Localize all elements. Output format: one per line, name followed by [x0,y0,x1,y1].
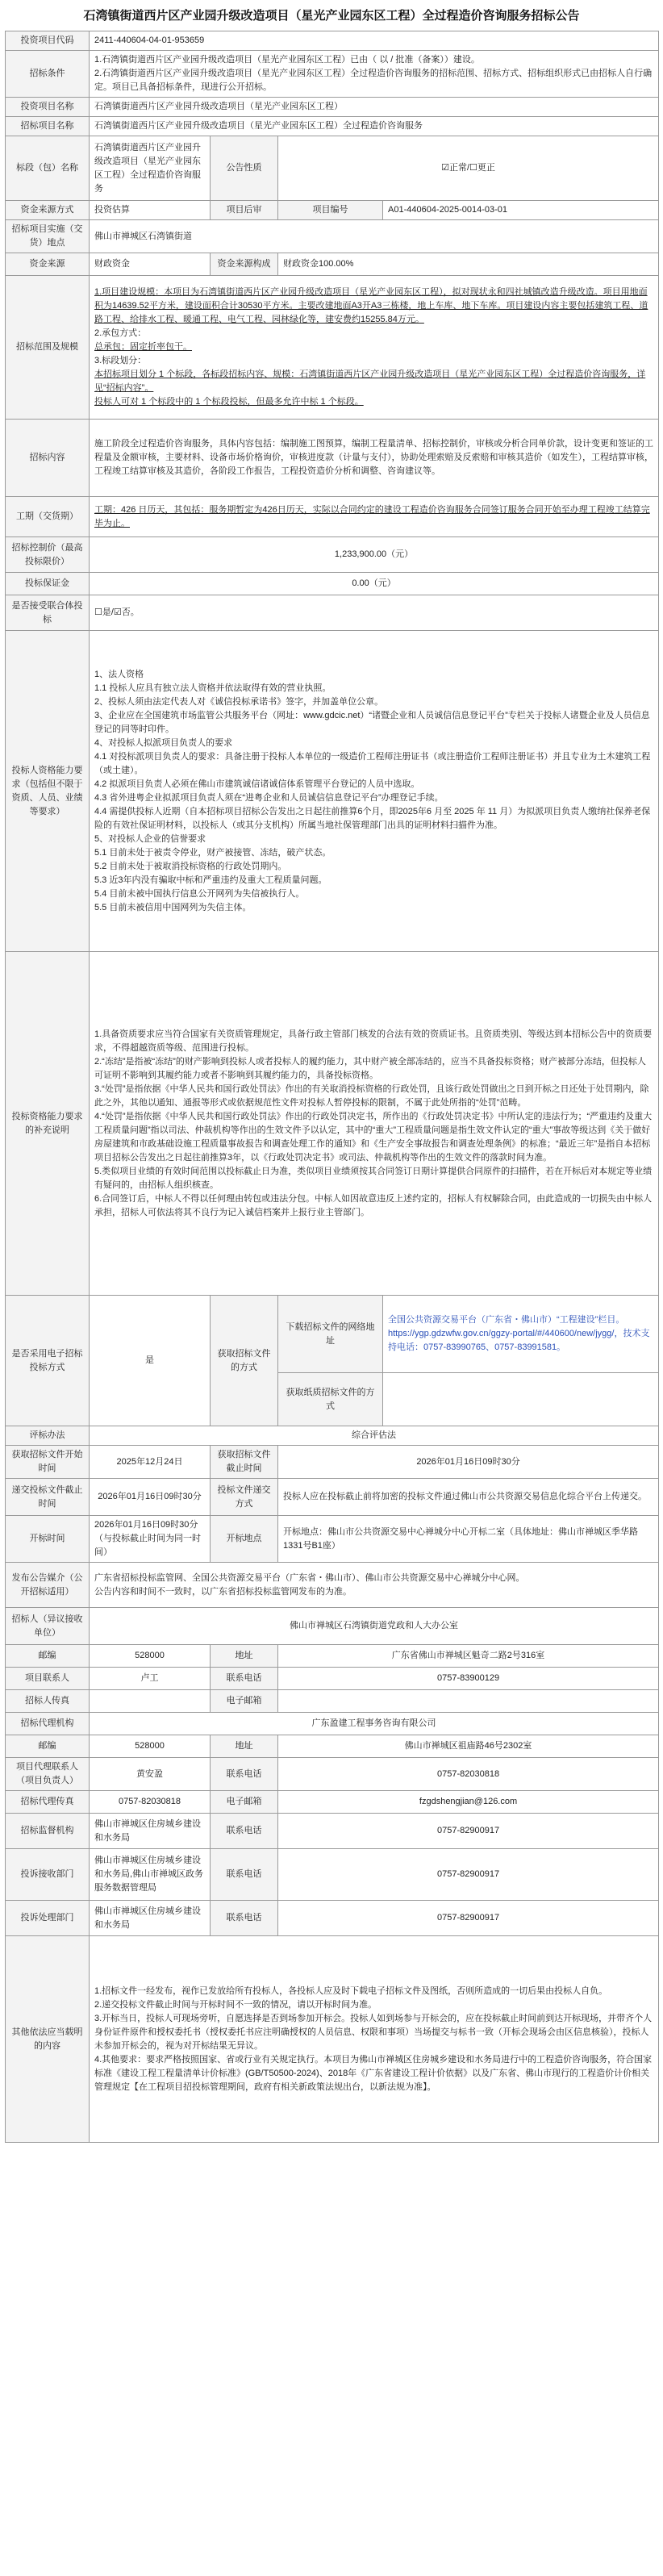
electronic-label: 是否采用电子招标投标方式 [6,1296,90,1426]
credit-line: 6.合同签订后，中标人不得以任何理由转包或违法分包。中标人如因故意违反上述约定的，招标人有权解除合同，由此造成的一切损失由中标人承担，招标人可依法将其不良行为记入诚信档案并上报行业主管部门。 [94,1193,653,1217]
qualification-line: 4.3 省外进粤企业拟派项目负责人须在“进粤企业和人员诚信信息登记平台”办理登记手续。 [94,792,444,803]
media-value [90,1563,659,1608]
tender-condition-line: 1.石湾镇街道西片区产业园升级改造项目（星光产业园东区工程）已由（ 以 / 批准（备案））建设。 [94,55,480,65]
agency-postcode-label: 邮编 [6,1735,90,1758]
tenderer-address-value: 广东省佛山市禅城区魁奇二路2号316室 [278,1645,659,1668]
eval-method-value: 综合评估法 [90,1426,659,1446]
scope-line: 投标人可对 1 个标段中的 1 个标段投标，但最多允许中标 1 个标段。 [94,397,364,407]
tenderer-postcode-label: 邮编 [6,1645,90,1668]
other-line: 2.递交投标文件截止时间与开标时间不一致的情况，请以开标时间为准。 [94,1999,377,2010]
tenderer-phone-value: 0757-83900129 [278,1668,659,1690]
lot-value: 石湾镇街道西片区产业园升级改造项目（星光产业园东区工程）全过程造价咨询服务 [90,136,211,201]
handler-label: 投诉处理部门 [6,1901,90,1936]
table-row [6,1426,659,1446]
duration-value: 工期：426 日历天，其包括：服务期暂定为426日历天，实际以合同约定的建设工程造价咨询服务合同签订服务合同开始至办理工程竣工结算完毕为止。 [90,497,659,537]
fund-source-value: 财政资金 [90,253,211,276]
table-row [6,1936,659,2143]
other-line: 1.招标文件一经发布，视作已发放给所有投标人，各投标人应及时下载电子招标文件及图纸，否则所造成的一切后果由投标人自负。 [94,1985,608,1996]
content-label: 招标内容 [6,420,90,497]
qualification-line: 5.4 目前未被中国执行信息公开网列为失信被执行人。 [94,888,305,899]
other-label: 其他依法应当载明的内容 [6,1936,90,2143]
credit-line: 4.“处罚”是指依据《中华人民共和国行政处罚法》作出的行政处罚决定书，所作出的《行政处罚决定书》中所认定的违法行为；“严重违约及重大工程质量问题”指以司法、仲裁机构等作出的生效文件予以认定，其中的“重大”工程质量问题是指生效文件认定的“重大”事故等级达到《关于做好房屋建筑和市政基础设施工程质量事故报告和调查处理工作的通知》和《生产安全事故报告和调查处理条例》的标准；“最近三年”是指自本招标项目招标公告发出之日起往前推算3年，以《行政处罚决定书》或司法、仲裁机构等作出的生效文件的落款时间为准。 [94,1111,653,1163]
handler-phone-value: 0757-82900917 [278,1901,659,1936]
investment-type-value: 投资估算 [90,201,211,220]
tenderer-fax-label: 招标人传真 [6,1690,90,1713]
table-row [6,537,659,573]
supervisor-phone-value: 0757-82900917 [278,1814,659,1849]
control-price-label: 招标控制价（最高投标限价） [6,537,90,573]
other-line: 4.其他要求：要求严格按照国家、省或行业有关规定执行。本项目为佛山市禅城区住房城乡建设和水务局进行中的工程造价咨询服务，符合国家标准《建设工程工程量清单计价标准》(GB/T50500-2024)、2018年《广东省建设工程计价依据》以及广东省、佛山市现行的工程造价计价相关管理规定【在工程项目招投标管理期间，政府有相关新政策法规出台，以新法规为准】。 [94,2054,653,2092]
media-line: 公告内容和时间不一致时，以广东省招标投标监管网发布的为准。 [94,1586,352,1597]
tenderer-contact-value: 卢工 [90,1668,211,1690]
location-label: 招标项目实施（交货）地点 [6,220,90,253]
supervisor-value: 佛山市禅城区住房城乡建设和水务局 [90,1814,211,1849]
scope-line: 总承包；固定折率包干。 [94,342,192,352]
open-place-label: 开标地点 [211,1516,278,1563]
media-label: 发布公告媒介（公开招标适用） [6,1563,90,1608]
qualification-line: 5.1 目前未处于被责令停业，财产被接管、冻结，破产状态。 [94,847,332,858]
table-row [6,1758,659,1791]
agency-label: 招标代理机构 [6,1713,90,1735]
table-row [6,220,659,253]
project-code-label: 项目编号 [278,201,383,220]
table-row [6,1446,659,1479]
project-code-value: A01-440604-2025-0014-03-01 [383,201,659,220]
doc-end-label: 获取招标文件截止时间 [211,1446,278,1479]
scope-value [90,276,659,420]
doc-end-value: 2026年01月16日09时30分 [278,1446,659,1479]
qualification-line: 4.1 对投标派项目负责人的要求：具备注册于投标人本单位的一级造价工程师注册证书（或注册造价工程师注册证书）并且专业为土木建筑工程（或土建）。 [94,751,651,775]
agency-address-value: 佛山市禅城区祖庙路46号2302室 [278,1735,659,1758]
qualification-line: 5.2 目前未处于被取消投标资格的行政处罚期内。 [94,861,287,871]
table-row [6,497,659,537]
doc-start-value: 2025年12月24日 [90,1446,211,1479]
open-time-value: 2026年01月16日09时30分（与投标截止时间为同一时间） [90,1516,211,1563]
qualification-label: 投标人资格能力要求（包括但不限于资质、人员、业绩等要求） [6,631,90,952]
handler-phone-label: 联系电话 [211,1901,278,1936]
complaint-label: 投诉接收部门 [6,1849,90,1901]
complaint-phone-value: 0757-82900917 [278,1849,659,1901]
project-no-value: 2411-440604-04-01-953659 [90,31,659,51]
table-row [6,1516,659,1563]
credit-line: 2.“冻结”是指被“冻结”的财产影响到投标人或者投标人的履约能力，其中财产被全部冻结的，应当不具备投标资格；财产被部分冻结，但投标人可证明不影响到其履约能力或者不影响到其履约能力的，具备投标资格。 [94,1056,646,1080]
control-price-value: 1,233,900.00（元） [90,537,659,573]
content-value: 施工阶段全过程造价咨询服务，具体内容包括：编制施工图预算，编制工程量清单、招标控制价，审核或分析合同单价款，设计变更和签证的工程量及金额审核，主要材料、设备市场价格询价，审核进度款（计量与支付），协助处理索赔及反索赔和审核其造价（如发生），工程结算审核，工程竣工结算审核及其造价，各阶段工作报告，工程投资造价分析和调整、咨询建议等。 [90,420,659,497]
agency-contact-label: 项目代理联系人（项目负责人） [6,1758,90,1791]
table-row [6,952,659,1296]
table-row [6,1645,659,1668]
table-row [6,136,659,201]
table-row [6,595,659,631]
submit-method-label: 投标文件递交方式 [211,1479,278,1516]
submit-deadline-value: 2026年01月16日09时30分 [90,1479,211,1516]
table-row [6,573,659,595]
qualification-line: 5.5 目前未被信用中国网列为失信主体。 [94,902,252,912]
agency-phone-value: 0757-82030818 [278,1758,659,1791]
announcement-nature-value: ☑正常/☐更正 [278,136,659,201]
consortium-value: ☐是/☑否。 [90,595,659,631]
supervisor-label: 招标监督机构 [6,1814,90,1849]
table-row [6,117,659,136]
table-row [6,1479,659,1516]
tenderer-email-label: 电子邮箱 [211,1690,278,1713]
table-row [6,1901,659,1936]
table-row [6,276,659,420]
tenderer-fax-value [90,1690,211,1713]
table-row [6,420,659,497]
tenderer-value: 佛山市禅城区石湾镇街道党政和人大办公室 [90,1608,659,1645]
credit-label: 投标资格能力要求的补充说明 [6,952,90,1296]
qualification-value [90,631,659,952]
credit-line: 5.类似项目业绩的有效时间范围以投标截止日为准，类似项目业绩须按其合同签订日期计算提供合同原件的扫描件，若在开标后对本规定等业绩有疑问的，由招标人组织核查。 [94,1166,653,1190]
table-row [6,98,659,117]
table-row [6,1668,659,1690]
table-row [6,1563,659,1608]
table-row [6,631,659,952]
qualification-line: 1.1 投标人应具有独立法人资格并依法取得有效的营业执照。 [94,683,332,693]
other-value [90,1936,659,2143]
credit-line: 1.具备资质要求应当符合国家有关资质管理规定，具备行政主管部门核发的合法有效的资质证书。且资质类别、等级达到本招标公告中的资质要求，不得超越资质等级、范围进行投标。 [94,1029,653,1053]
complaint-value: 佛山市禅城区住房城乡建设和水务局,佛山市禅城区政务服务数据管理局 [90,1849,211,1901]
electronic-value: 是 [90,1296,211,1426]
media-line: 广东省招标投标监管网、全国公共资源交易平台（广东省・佛山市）、佛山市公共资源交易中心禅城分中心网。 [94,1572,525,1583]
qualification-line: 4、对投标人拟派项目负责人的要求 [94,737,233,748]
tender-project-name-value: 石湾镇街道西片区产业园升级改造项目（星光产业园东区工程）全过程造价咨询服务 [90,117,659,136]
scope-line: 3.标段划分： [94,356,147,365]
deposit-value: 0.00（元） [90,573,659,595]
location-value: 佛山市禅城区石湾镇街道 [90,220,659,253]
investment-type-label: 资金来源方式 [6,201,90,220]
scope-line: 本招标项目划分 1 个标段，各标段招标内容、规模：石湾镇街道西片区产业园升级改造项目（星光产业园东区工程）全过程造价咨询服务，详见“招标内容”。 [94,369,646,393]
submit-deadline-label: 递交投标文件截止时间 [6,1479,90,1516]
open-place-value: 开标地点：佛山市公共资源交易中心禅城分中心开标二室（具体地址：佛山市禅城区季华路1331号B1座） [278,1516,659,1563]
table-row [6,1296,659,1373]
announcement-nature-label: 公告性质 [211,136,278,201]
table-row [6,1791,659,1814]
qualification-line: 1、法人资格 [94,669,144,679]
table-row [6,1713,659,1735]
project-name-value: 石湾镇街道西片区产业园升级改造项目（星光产业园东区工程） [90,98,659,117]
table-row [6,1735,659,1758]
tenderer-label: 招标人（异议接收单位） [6,1608,90,1645]
qualification-line: 2、投标人须由法定代表人对《诚信投标承诺书》签字，并加盖单位公章。 [94,696,384,707]
tender-conditions-value [90,51,659,98]
deposit-label: 投标保证金 [6,573,90,595]
qualification-line: 3、企业应在全国建筑市场监管公共服务平台（网址：www.gdcic.net）“诸暨企业和人员诚信信息登记平台”专栏关于投标人诸暨企业及人员信息登记的同等时印件。 [94,710,650,734]
eval-method-label: 评标办法 [6,1426,90,1446]
agency-address-label: 地址 [211,1735,278,1758]
table-row [6,1849,659,1901]
qualification-line: 5.3 近3年内没有骗取中标和严重违约及重大工程质量问题。 [94,875,327,885]
tenderer-postcode-value: 528000 [90,1645,211,1668]
handler-value: 佛山市禅城区住房城乡建设和水务局 [90,1901,211,1936]
tender-project-name-label: 招标项目名称 [6,117,90,136]
credit-line: 3.“处罚”是指依据《中华人民共和国行政处罚法》作出的有关取消投标资格的行政处罚，且该行政处罚做出之日到开标之日还处于处罚期内，除此之外，其他以通知、通报等形式或依据规范性文件对投标人暂停投标的限制，不属于此处所指的“处罚”范畴。 [94,1083,649,1108]
paper-method-value [383,1373,659,1426]
table-row [6,253,659,276]
agency-postcode-value: 528000 [90,1735,211,1758]
tenderer-contact-label: 项目联系人 [6,1668,90,1690]
table-row [6,1608,659,1645]
tenderer-email-value [278,1690,659,1713]
tenderer-address-label: 地址 [211,1645,278,1668]
lot-label: 标段（包）名称 [6,136,90,201]
bid-doc-method-label: 获取招标文件的方式 [211,1296,278,1426]
project-name-label: 投资项目名称 [6,98,90,117]
qualification-line: 4.4 需提供投标人近期（自本招标项目招标公告发出之日起往前推算6个月，即2025年6 月至 2025 年 11 月）为拟派项目负责人缴纳社保养老保险的有效社保证明材料，以投标人（或其分支机构）所属当地社保管理部门出具的证明材料扫描件为准。 [94,806,651,830]
project-no-label: 投资项目代码 [6,31,90,51]
paper-method-label: 获取纸质招标文件的方式 [278,1373,383,1426]
agency-email-value: fzgdshengjian@126.com [278,1791,659,1814]
agency-phone-label: 联系电话 [211,1758,278,1791]
credit-value [90,952,659,1296]
consortium-label: 是否接受联合体投标 [6,595,90,631]
qualification-line: 5、对投标人企业的信誉要求 [94,833,206,844]
tenderer-phone-label: 联系电话 [211,1668,278,1690]
tender-conditions-label: 招标条件 [6,51,90,98]
tender-condition-line: 2.石湾镇街道西片区产业园升级改造项目（星光产业园东区工程）全过程造价咨询服务的招标范围、招标方式、招标组织形式已由招标人自行确定。项目已具备招标条件，现进行公开招标。 [94,69,653,92]
table-row [6,1690,659,1713]
fund-source-label: 资金来源 [6,253,90,276]
download-addr-label: 下载招标文件的网络地址 [278,1296,383,1373]
table-row [6,201,659,220]
scope-label: 招标范围及规模 [6,276,90,420]
other-line: 3.开标当日，投标人可现场旁听，自愿选择是否到场参加开标会。投标人如到场参与开标会的，应在投标截止时间前到达开标现场，并带齐个人身份证件原件和授权委托书（授权委托书应注明确授权的人员信息、权限和事项）当场提交与标书一致（开标会现场会由区信息核验），投标人未参加开标会的，视为对开标结果无异议。 [94,2013,653,2051]
qualification-line: 4.2 拟派项目负责人必须在佛山市建筑诚信诸诚信体系管理平台登记的人员中选取。 [94,779,420,789]
project-stage-value: 项目后审 [211,201,278,220]
submit-method-value: 投标人应在投标截止前将加密的投标文件通过佛山市公共资源交易信息化综合平台上传递交。 [278,1479,659,1516]
notice-table [5,31,659,2143]
open-time-label: 开标时间 [6,1516,90,1563]
scope-line: 2.承包方式： [94,328,147,338]
agency-contact-value: 黄安盈 [90,1758,211,1791]
complaint-phone-label: 联系电话 [211,1849,278,1901]
table-row [6,51,659,98]
supervisor-phone-label: 联系电话 [211,1814,278,1849]
fund-source-ratio-label: 资金来源构成 [211,253,278,276]
table-row [6,1814,659,1849]
doc-start-label: 获取招标文件开始时间 [6,1446,90,1479]
agency-value: 广东盈建工程事务咨询有限公司 [90,1713,659,1735]
agency-email-label: 电子邮箱 [211,1791,278,1814]
download-addr-link[interactable]: 全国公共资源交易平台（广东省・佛山市）“工程建设”栏目。https://ygp.gdzwfw.gov.cn/ggzy-portal/#/440600/new/jygg/，技术支持电话：0757-83990765、0757-83991581。 [383,1296,659,1373]
page-title: 石湾镇街道西片区产业园升级改造项目（星光产业园东区工程）全过程造价咨询服务招标公告 [83,9,580,23]
agency-fax-value: 0757-82030818 [90,1791,211,1814]
fund-source-ratio-value: 财政资金100.00% [278,253,659,276]
agency-fax-label: 招标代理传真 [6,1791,90,1814]
duration-label: 工期（交货期） [6,497,90,537]
table-row [6,31,659,51]
scope-line: 1.项目建设规模：本项目为石湾镇街道西片区产业园升级改造项目（星光产业园东区工程），拟对现状永和四社城镇改造升级改造。项目用地面积为14639.52平方米，建设面积合计30530平方米。主要改建地面A3开A3三栋楼，地上车库、地下车库。项目建设内容主要包括建筑工程、道路工程、给排水工程、暖通工程、电气工程、园林绿化等，建安费约15255.84万元。 [94,287,648,324]
